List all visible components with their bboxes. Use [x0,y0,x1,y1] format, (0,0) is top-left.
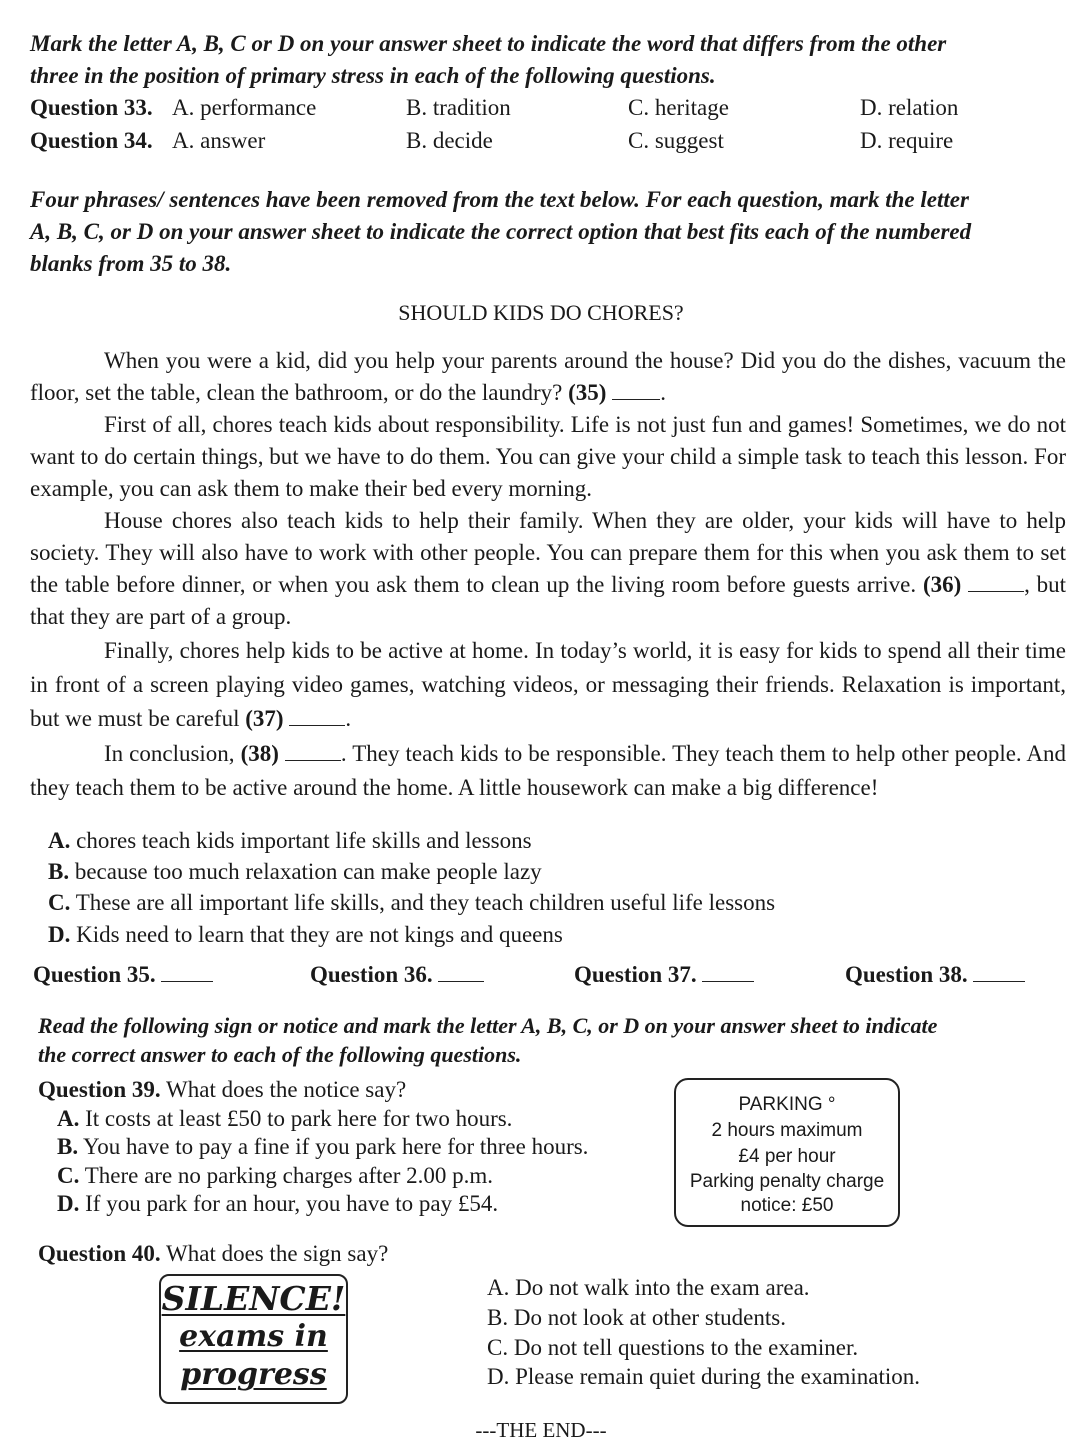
silence-sign-line3: progress [180,1357,327,1392]
instruction-stress-line2: three in the position of primary stress in each of the following questions. [30,63,716,88]
option-b[interactable]: B. tradition [406,95,511,120]
instruction-cloze-line2: A, B, C, or D on your answer sheet to indicate the correct option that best fits each of the numbered [30,219,972,244]
blank-35-number: (35) [568,380,607,405]
paragraph-5-text: In conclusion, [104,741,241,766]
paragraph-4: Finally, chores help kids to be active at home. In today’s world, it is easy for kids to spend all their time in front of a screen playing video games, watching videos, or messaging their friends. Relaxation is important, but we must be careful (37) . [30,638,1066,731]
option-a[interactable]: A. answer [172,128,266,153]
the-end-footer: ---THE END--- [475,1418,607,1442]
q39-option-a[interactable]: A. It costs at least £50 to park here for two hours. [57,1106,513,1131]
question-33-label: Question 33. [30,95,153,120]
cloze-option-a[interactable]: A. chores teach kids important life skills and lessons [48,828,532,853]
paragraph-1: When you were a kid, did you help your parents around the house? Did you do the dishes, vacuum the floor, set the table, clean the bathroom, or do the laundry? (35) . [30,348,1066,405]
answer-37[interactable]: Question 37. [574,962,754,988]
parking-notice-line4: Parking penalty charge [689,1171,885,1192]
option-b[interactable]: B. decide [406,128,493,153]
q39-option-d[interactable]: D. If you park for an hour, you have to pay £54. [57,1191,499,1216]
q40-option-d[interactable]: D. Please remain quiet during the examination. [487,1364,921,1389]
paragraph-2-text: First of all, chores teach kids about responsibility. Life is not just fun and games! Sometimes, we do not want to do certain things, but we have to do them. You can give your child a simple task to teach this lesson. For example, you can ask them to make their bed every morning. [30,412,1066,501]
q40-option-b[interactable]: B. Do not look at other students. [487,1305,786,1330]
instruction-sign-line2: the correct answer to each of the following questions. [38,1042,522,1067]
silence-sign [159,1274,348,1404]
instruction-stress-line1: Mark the letter A, B, C or D on your answer sheet to indicate the word that differs from the other [30,31,947,56]
q40-option-a[interactable]: A. Do not walk into the exam area. [487,1275,810,1300]
blank-38-number: (38) [240,741,279,766]
parking-notice-line5: notice: £50 [740,1195,834,1216]
q40-option-c[interactable]: C. Do not tell questions to the examiner. [487,1335,859,1360]
answer-36-blank[interactable] [438,980,484,982]
instruction-cloze-line1: Four phrases/ sentences have been removed from the text below. For each question, mark the letter [30,187,969,212]
option-c[interactable]: C. heritage [628,95,729,120]
instruction-sign-line1: Read the following sign or notice and mark the letter A, B, C, or D on your answer sheet to indicate [38,1013,938,1038]
paragraph-1-text: When you were a kid, did you help your parents around the house? Did you do the dishes, vacuum the floor, set the table, clean the bathroom, or do the laundry? [30,348,1066,405]
parking-notice-line1: PARKING ° [738,1094,836,1115]
paragraph-4-text: Finally, chores help kids to be active at home. In today’s world, it is easy for kids to spend all their time in front of a screen playing video games, watching videos, or messaging their friends. Relaxation is important, but we must be careful [30,638,1066,731]
parking-notice-line3: £4 per hour [738,1146,836,1167]
cloze-option-b[interactable]: B. because too much relaxation can make people lazy [48,859,542,884]
instruction-cloze-line3: blanks from 35 to 38. [30,251,232,276]
cloze-option-c[interactable]: C. These are all important life skills, and they teach children useful life lessons [48,890,776,915]
answer-38-blank[interactable] [973,980,1025,982]
cloze-option-d[interactable]: D. Kids need to learn that they are not kings and queens [48,922,563,947]
answer-35-blank[interactable] [161,980,213,982]
blank-38[interactable] [285,759,341,761]
answer-38[interactable]: Question 38. [845,962,1025,988]
option-d[interactable]: D. require [860,128,954,153]
paragraph-3-text-end: , but that they are part of a group. [30,572,1066,629]
question-34-label: Question 34. [30,128,153,153]
option-c[interactable]: C. suggest [628,128,724,153]
blank-37-number: (37) [245,706,284,731]
blank-36-number: (36) [922,572,962,597]
question-39-prompt: Question 39. What does the notice say? [38,1077,407,1102]
paragraph-2 [30,409,1066,505]
q39-option-c[interactable]: C. There are no parking charges after 2.00 p.m. [57,1163,494,1188]
silence-sign-line2: exams in [179,1319,328,1354]
blank-36[interactable] [968,590,1024,592]
passage-title: SHOULD KIDS DO CHORES? [398,300,684,325]
question-40-prompt: Question 40. What does the sign say? [38,1241,389,1266]
answer-37-blank[interactable] [702,980,754,982]
parking-notice [674,1078,900,1227]
paragraph-5 [30,737,1066,805]
paragraph-5-text-end: . They teach kids to be responsible. They teach them to help other people. And they teach them to be active around the home. A little housework can make a big difference! [30,741,1067,800]
parking-notice-line2: 2 hours maximum [711,1120,863,1141]
answer-36[interactable]: Question 36. [310,962,484,988]
answer-35[interactable]: Question 35. [33,962,213,988]
option-a[interactable]: A. performance [172,95,317,120]
q39-option-b[interactable]: B. You have to pay a fine if you park here for three hours. [57,1134,589,1159]
paragraph-3-text: House chores also teach kids to help their family. When they are older, your kids will have to help society. They will also have to work with other people. You can prepare them for this when you ask them to set the table before dinner, or when you ask them to clean up the living room before guests arrive. [30,508,1066,597]
option-d[interactable]: D. relation [860,95,959,120]
blank-37[interactable] [289,724,345,726]
blank-35[interactable] [612,398,660,400]
silence-sign-line1: SILENCE! [161,1279,346,1318]
paragraph-3 [30,505,1066,633]
